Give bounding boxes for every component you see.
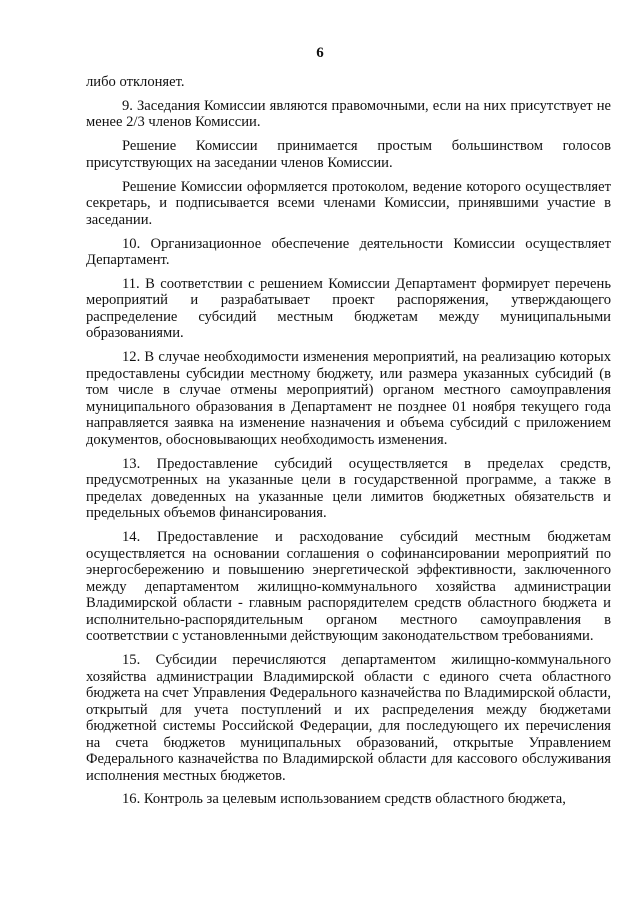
document-body (86, 74, 611, 808)
paragraph-item-9: 9. Заседания Комиссии являются правомочными, если на них присутствует не менее 2/3 членов Комиссии. (86, 97, 611, 131)
paragraph-continuation: либо отклоняет. (86, 74, 185, 90)
paragraph-decision-majority: Решение Комиссии принимается простым большинством голосов присутствующих на заседании членов Комиссии. (86, 138, 611, 171)
paragraph-item-12: 12. В случае необходимости изменения мероприятий, на реализацию которых предоставлены субсидии местному бюджету, или размера указанных субсидий (в том числе в случае отмены мероприятий) органом местного самоуправления муниципального образования в Департамент не позднее 01 ноября текущего года направляется заявка на изменение назначения и объема субсидий с приложением документов, обосновывающих необходимость изменения. (86, 349, 611, 448)
paragraph-item-11: 11. В соответствии с решением Комиссии Департамент формирует перечень мероприятий и разрабатывает проект распоряжения, утверждающего распределение субсидий местным бюджетам между муниципальными образованиями. (86, 275, 611, 342)
paragraph-item-16: 16. Контроль за целевым использованием средств областного бюджета, (122, 791, 566, 808)
page-number: 6 (316, 45, 324, 61)
paragraph-item-15: 15. Субсидии перечисляются департаментом жилищно-коммунального хозяйства администрации Владимирской области с единого счета областного бюджета на счет Управления Федерального казначейства по Владимирской области, открытый для учета поступлений и их распределения между бюджетами бюджетной системы Российской Федерации, для последующего их перечисления на счета бюджетов муниципальных образований, открытые Управлением Федерального казначейства по Владимирской области для кассового обслуживания исполнения местных бюджетов. (86, 652, 611, 784)
paragraph-item-13: 13. Предоставление субсидий осуществляется в пределах средств, предусмотренных на указанные цели в государственной программе, а также в пределах доведенных на указанные цели лимитов бюджетных обязательств и предельных объемов финансирования. (86, 455, 611, 522)
paragraph-decision-protocol: Решение Комиссии оформляется протоколом, ведение которого осуществляет секретарь, и подписывается всеми членами Комиссии, принявшими участие в заседании. (86, 178, 611, 228)
paragraph-item-14: 14. Предоставление и расходование субсидий местным бюджетам осуществляется на основании соглашения о софинансировании мероприятий по энергосбережению и повышению энергетической эффективности, заключенного между департаментом жилищно-коммунального хозяйства администрации Владимирской области - главным распорядителем средств областного бюджета и исполнительно-распорядительным органом местного самоуправления в соответствии с установленными действующим законодательством требованиями. (86, 529, 611, 645)
paragraph-item-10: 10. Организационное обеспечение деятельности Комиссии осуществляет Департамент. (86, 235, 611, 269)
